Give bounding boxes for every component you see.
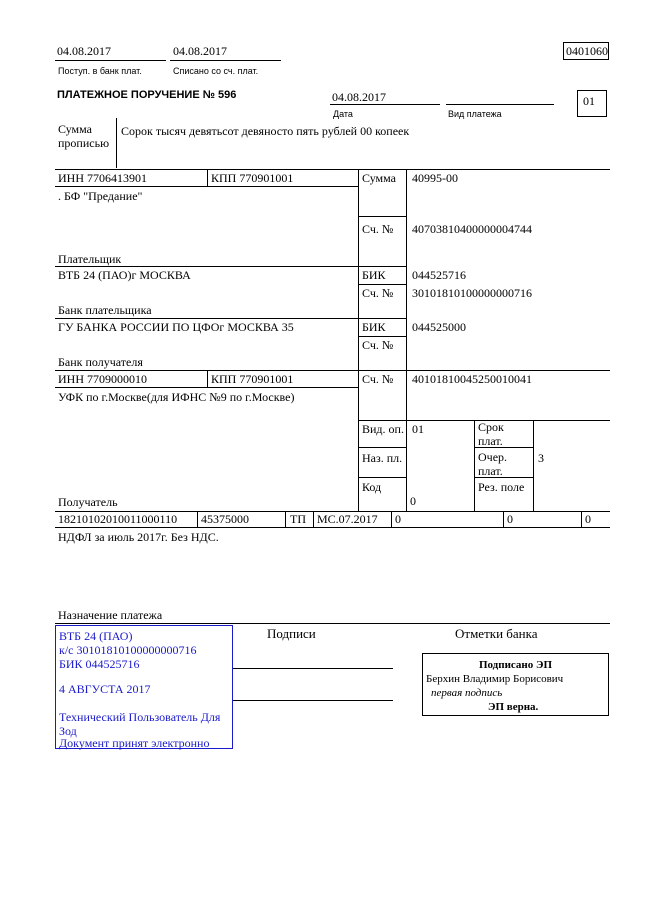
divider <box>55 60 166 61</box>
signature-line <box>233 668 393 669</box>
payer-account: 40703810400000004744 <box>412 222 532 236</box>
tax-kbk: 18210102010011000110 <box>58 512 178 526</box>
status-code: 01 <box>583 94 595 108</box>
divider <box>116 118 117 168</box>
divider <box>197 511 198 527</box>
divider <box>55 387 358 388</box>
document-title: ПЛАТЕЖНОЕ ПОРУЧЕНИЕ № 596 <box>57 89 237 101</box>
payer-corr-account: 30101810100000000716 <box>412 286 532 300</box>
divider <box>358 447 406 448</box>
date-debited-label: Списано со сч. плат. <box>173 66 259 76</box>
stamp-user-cont: Зод <box>59 724 77 738</box>
amount-label: Сумма <box>362 171 396 185</box>
divider <box>55 186 358 187</box>
tax-type: 0 <box>585 512 591 526</box>
status-code-box <box>577 90 607 117</box>
divider <box>285 511 286 527</box>
e-signature-status: ЭП верна. <box>488 701 539 713</box>
divider <box>358 284 406 285</box>
divider <box>533 420 534 511</box>
divider <box>391 511 392 527</box>
e-signature-title: Подписано ЭП <box>478 659 553 671</box>
priority-value: 3 <box>538 451 544 465</box>
code-value: 0 <box>410 494 416 508</box>
payee-label: Получатель <box>58 495 118 509</box>
divider <box>55 318 406 319</box>
order-date: 04.08.2017 <box>332 90 386 104</box>
op-type-label: Вид. оп. <box>362 422 404 436</box>
divider <box>207 169 208 186</box>
stamp-user: Технический Пользователь Для <box>59 710 221 724</box>
stamp-bank-name: ВТБ 24 (ПАО) <box>59 629 133 643</box>
tax-doc-number: 0 <box>395 512 401 526</box>
form-code-box <box>563 42 609 60</box>
bank-stamp <box>55 625 233 749</box>
divider <box>55 169 610 170</box>
divider <box>358 169 359 511</box>
payer-bik-label: БИК <box>362 268 386 282</box>
amount-words-label: прописью <box>58 136 110 150</box>
priority-label: плат. <box>478 464 503 478</box>
purpose-code-label: Наз. пл. <box>362 451 403 465</box>
divider <box>170 60 281 61</box>
payee-account-label: Сч. № <box>362 372 394 386</box>
divider <box>358 477 406 478</box>
divider <box>581 511 582 527</box>
divider <box>55 623 610 624</box>
payer-corr-label: Сч. № <box>362 286 394 300</box>
payer-bik: 044525716 <box>412 268 466 282</box>
term-label: плат. <box>478 434 503 448</box>
tax-basis: ТП <box>290 512 306 526</box>
payee-account: 40101810045250010041 <box>412 372 532 386</box>
tax-doc-date: 0 <box>507 512 513 526</box>
payer-label: Плательщик <box>58 252 122 266</box>
tax-oktmo: 45375000 <box>201 512 249 526</box>
payee-name: УФК по г.Москве(для ИФНС №9 по г.Москве) <box>58 390 295 404</box>
divider <box>358 336 406 337</box>
signatures-label: Подписи <box>267 626 316 641</box>
payment-purpose: НДФЛ за июль 2017г. Без НДС. <box>58 530 219 544</box>
date-received: 04.08.2017 <box>57 44 111 58</box>
payee-bik: 044525000 <box>412 320 466 334</box>
bank-marks-label: Отметки банка <box>455 626 538 641</box>
payer-name: . БФ "Предание" <box>58 189 143 203</box>
payee-bank-name: ГУ БАНКА РОССИИ ПО ЦФОг МОСКВА 35 <box>58 320 294 334</box>
stamp-accepted: Документ принят электронно <box>59 736 210 750</box>
payment-purpose-label: Назначение платежа <box>58 608 163 622</box>
divider <box>446 104 554 105</box>
code-label: Код <box>362 480 382 494</box>
divider <box>330 104 440 105</box>
divider <box>313 511 314 527</box>
term-label: Срок <box>478 420 504 434</box>
stamp-bik: БИК 044525716 <box>59 657 140 671</box>
payee-corr-label: Сч. № <box>362 338 394 352</box>
divider <box>406 169 407 511</box>
amount-words-label: Сумма <box>58 122 92 136</box>
divider <box>55 527 610 528</box>
amount-words: Сорок тысяч девятьсот девяносто пять рублей 00 копеек <box>121 124 410 138</box>
divider <box>474 420 475 511</box>
payee-inn: ИНН 7709000010 <box>58 372 147 386</box>
payee-bank-label: Банк получателя <box>58 355 143 369</box>
payee-bik-label: БИК <box>362 320 386 334</box>
divider <box>207 370 208 387</box>
op-type: 01 <box>412 422 424 436</box>
reserve-label: Рез. поле <box>478 480 525 494</box>
date-received-label: Поступ. в банк плат. <box>58 66 142 76</box>
divider <box>55 266 406 267</box>
e-signature-signer: Берхин Владимир Борисович <box>426 673 564 685</box>
payer-kpp: КПП 770901001 <box>211 171 294 185</box>
signature-line <box>233 700 393 701</box>
tax-period: МС.07.2017 <box>317 512 378 526</box>
divider <box>55 370 610 371</box>
order-date-label: Дата <box>333 109 353 119</box>
form-code: 0401060 <box>566 44 608 58</box>
payer-inn: ИНН 7706413901 <box>58 171 147 185</box>
amount-value: 40995-00 <box>412 171 458 185</box>
payment-type-label: Вид платежа <box>448 109 502 119</box>
stamp-date: 4 АВГУСТА 2017 <box>59 682 151 696</box>
date-debited: 04.08.2017 <box>173 44 227 58</box>
priority-label: Очер. <box>478 450 508 464</box>
payer-bank-name: ВТБ 24 (ПАО)г МОСКВА <box>58 268 191 282</box>
stamp-corr-account: к/с 30101810100000000716 <box>59 643 197 657</box>
divider <box>503 511 504 527</box>
payer-bank-label: Банк плательщика <box>58 303 152 317</box>
payer-account-label: Сч. № <box>362 222 394 236</box>
payee-kpp: КПП 770901001 <box>211 372 294 386</box>
divider <box>358 216 406 217</box>
e-signature-box <box>422 653 609 716</box>
e-signature-role: первая подпись <box>431 687 503 699</box>
